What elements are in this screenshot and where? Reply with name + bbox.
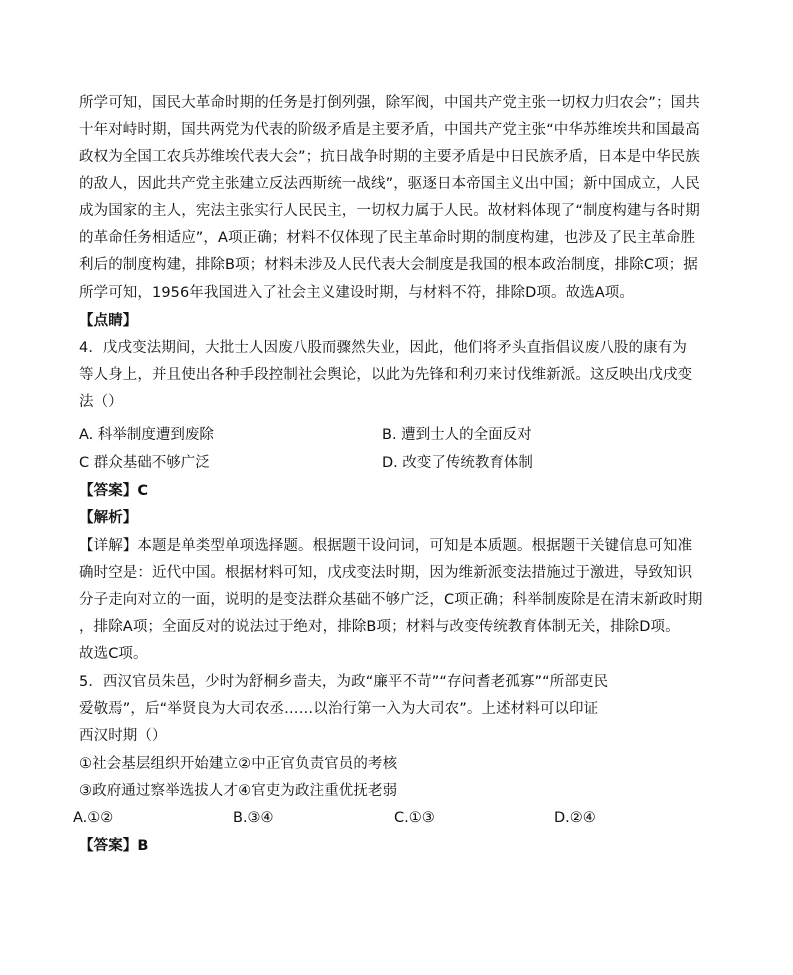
q4-detail-line: 故选C项。 xyxy=(79,646,148,662)
q4-detail-line: 【详解】本题是单类型单项选择题。根据题干设问词，可知是本质题。根据题干关键信息可知准 xyxy=(79,538,693,554)
q4-detail-line: 分子走向对立的一面，说明的是变法群众基础不够广泛，C项正确；科举制废除是在清末新政时期 xyxy=(79,592,703,608)
q5-option-a: A.①② xyxy=(73,810,114,826)
explanation-line: 所学可知，1956年我国进入了社会主义建设时期，与材料不符，排除D项。故选A项。 xyxy=(79,285,634,301)
dianjing-label: 【点睛】 xyxy=(79,313,138,329)
explanation-line: 的革命任务相适应”，A项正确；材料不仅体现了民主革命时期的制度构建，也涉及了民主革命胜 xyxy=(79,230,696,246)
q5-stem-line: 5．西汉官员朱邑，少时为舒桐乡啬夫，为政“廉平不苛”“存问耆老孤寡”“所部吏民 xyxy=(79,674,609,690)
q5-answer: 【答案】B xyxy=(79,838,149,854)
q4-stem-line: 等人身上，并且使出各种手段控制社会舆论，以此为先锋和利刃来讨伐维新派。这反映出戊戌变 xyxy=(79,367,693,383)
q4-answer: 【答案】C xyxy=(79,483,149,499)
q4-stem-line: 4．戊戌变法期间，大批士人因废八股而骤然失业，因此，他们将矛头直指倡议废八股的康有为 xyxy=(79,340,687,356)
q5-option-d: D.②④ xyxy=(554,810,596,826)
q5-option-c: C.①③ xyxy=(394,810,435,826)
q4-detail-line: ，排除A项；全面反对的说法过于绝对，排除B项；材料与改变传统教育体制无关，排除D项。 xyxy=(79,619,680,635)
q4-stem-line: 法（） xyxy=(79,394,123,410)
explanation-line: 十年对峙时期，国共两党为代表的阶级矛盾是主要矛盾，中国共产党主张“中华苏维埃共和国最高 xyxy=(79,122,700,138)
explanation-line: 政权为全国工农兵苏维埃代表大会”；抗日战争时期的主要矛盾是中日民族矛盾，日本是中华民族 xyxy=(79,149,700,165)
explanation-line: 所学可知，国民大革命时期的任务是打倒列强，除军阀，中国共产党主张一切权力归农会”；国共 xyxy=(79,95,700,111)
q5-item-line: ①社会基层组织开始建立②中正官负责官员的考核 xyxy=(79,756,398,772)
q4-jiexi-label: 【解析】 xyxy=(79,510,138,526)
q5-stem-line: 爱敬焉”，后“举贤良为大司农丞……以治行第一入为大司农”。上述材料可以印证 xyxy=(79,701,599,717)
q4-option-c: C 群众基础不够广泛 xyxy=(79,455,210,471)
q4-option-d: D. 改变了传统教育体制 xyxy=(382,455,533,471)
q5-item-line: ③政府通过察举选拔人才④官吏为政注重优抚老弱 xyxy=(79,783,398,799)
q5-stem-line: 西汉时期（） xyxy=(79,728,167,744)
q4-option-a: A. 科举制度遭到废除 xyxy=(79,427,214,443)
q4-detail-line: 确时空是：近代中国。根据材料可知，戊戌变法时期，因为维新派变法措施过于激进，导致知识 xyxy=(79,565,693,581)
explanation-line: 利后的制度构建，排除B项；材料未涉及人民代表大会制度是我国的根本政治制度，排除C项；据 xyxy=(79,257,698,273)
explanation-line: 的敌人，因此共产党主张建立反法西斯统一战线”，驱逐日本帝国主义出中国；新中国成立，人民 xyxy=(79,176,700,192)
q5-option-b: B.③④ xyxy=(233,810,274,826)
explanation-line: 成为国家的主人，宪法主张实行人民民主，一切权力属于人民。故材料体现了“制度构建与各时期 xyxy=(79,203,700,219)
q4-option-b: B. 遭到士人的全面反对 xyxy=(382,427,532,443)
